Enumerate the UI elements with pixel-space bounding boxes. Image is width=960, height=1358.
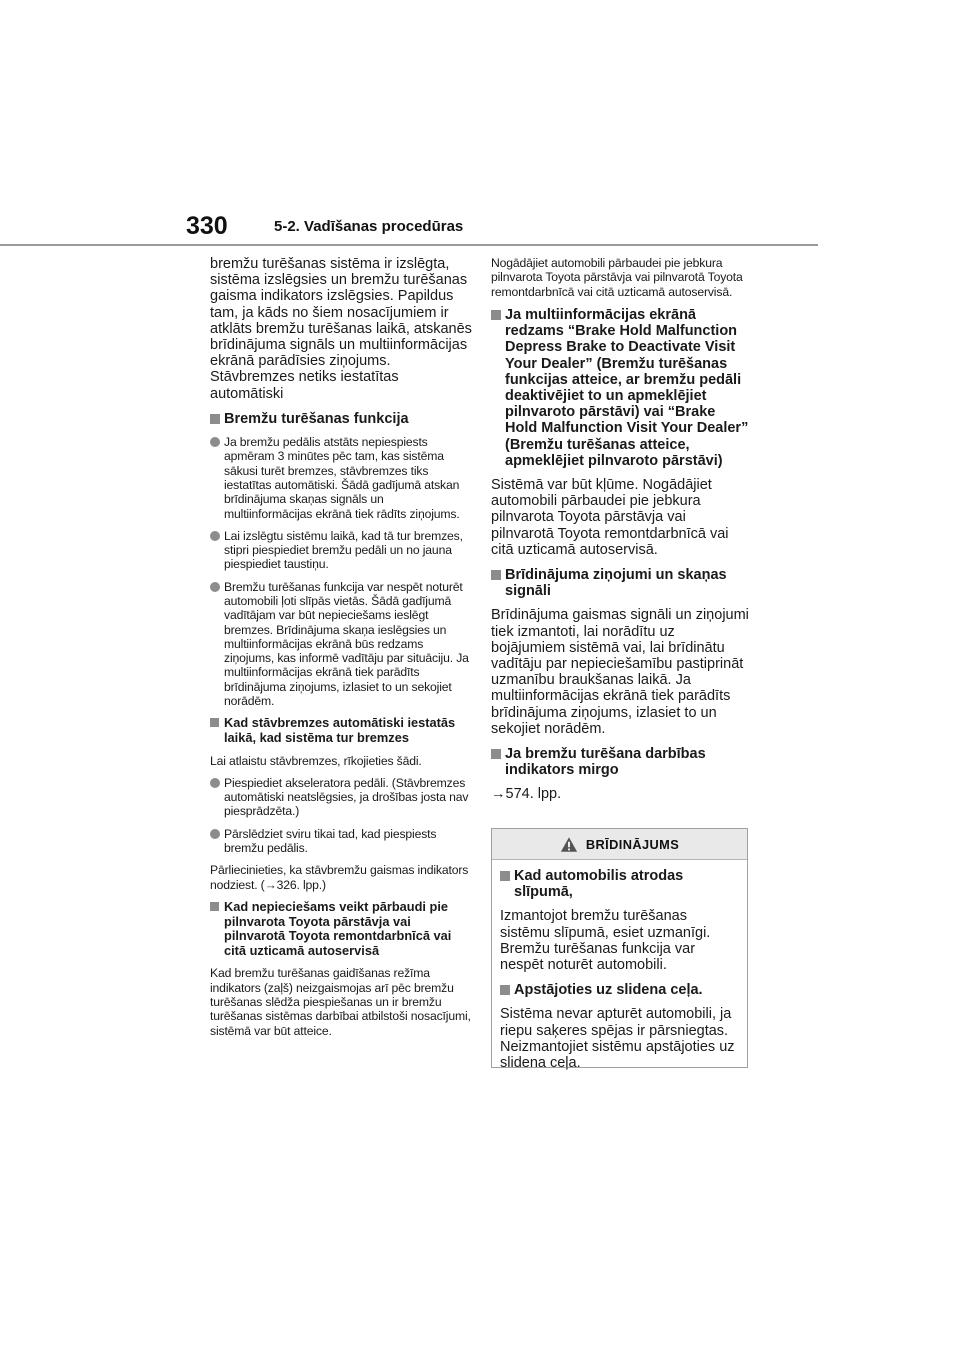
bullet-item	[210, 529, 472, 572]
header-rule	[0, 244, 818, 246]
heading-slippery-road	[500, 982, 739, 998]
bullet-text: Pārslēdziet sviru tikai tad, kad piespiests bremžu pedālis.	[224, 826, 437, 856]
bullet-item	[210, 827, 472, 856]
bullet-item	[210, 580, 472, 709]
section-title: 5-2. Vadīšanas procedūras	[274, 218, 464, 235]
heading-text: Apstājoties uz slidena ceļa.	[514, 982, 703, 999]
heading-indicator-blinks	[491, 746, 751, 778]
bullet-text: Bremžu turēšanas funkcija var nespēt noturēt automobili ļoti slīpās vietās. Šādā gadījumā vadītājam var būt nepieciešams ieslēgt bremzes. Brīdinājuma skaņa ieslēgsies un multiinformācijas ekrānā būs redzams ziņojums, kas informē vadītāju par situāciju. Ja multiinformācijas ekrānā tiek parādīts brīdinājuma ziņojums, izlasiet to un sekojiet norādēm.	[224, 579, 469, 709]
square-bullet-icon	[491, 570, 501, 580]
heading-text: Kad stāvbremzes automātiski iestatās laikā, kad sistēma tur bremzes	[224, 715, 456, 745]
heading-text: Ja multiinformācijas ekrānā redzams “Brake Hold Malfunction Depress Brake to Deactivate Visit Your Dealer” (Bremžu turēšanas funkcijas atteice, ar bremžu pedāli deaktivējiet to un apmeklējiet pilnvaroto pārstāvi) vai “Brake Hold Malfunction Visit Your Dealer” (Bremžu turēšanas atteice, apmeklējiet pilnvaroto pārstāvi)	[505, 306, 749, 469]
square-bullet-icon	[210, 718, 219, 727]
square-bullet-icon	[491, 310, 501, 320]
page-number: 330	[186, 212, 228, 240]
round-bullet-icon	[210, 531, 220, 541]
heading-on-slope	[500, 868, 739, 900]
round-bullet-icon	[210, 582, 220, 592]
heading-brake-hold-function	[210, 411, 472, 427]
bullet-text: Ja bremžu pedālis atstāts nepiespiests apmēram 3 minūtes pēc tam, kas sistēma sākusi turēt bremzes, stāvbremzes tiks iestatītas automātiski. Šādā gadījumā atskan brīdinājuma skaņas signāls un multiinformācijas ekrānā tiek rādīts ziņojums.	[224, 435, 460, 521]
round-bullet-icon	[210, 778, 220, 788]
round-bullet-icon	[210, 437, 220, 447]
heading-text: Kad automobilis atrodas slīpumā,	[514, 868, 684, 901]
paragraph: Sistēmā var būt kļūme. Nogādājiet automobili pārbaudei pie jebkura pilnvarota Toyota pārstāvja vai pilnvarotā Toyota remontdarbnīcā vai citā uzticamā autoservisā.	[491, 476, 729, 558]
warning-header	[492, 829, 747, 860]
paragraph: Lai atlaistu stāvbremzes, rīkojieties šādi.	[210, 753, 422, 768]
page-header	[0, 0, 960, 250]
square-bullet-icon	[500, 985, 510, 995]
bullet-item	[210, 776, 472, 819]
warning-title: BRĪDINĀJUMS	[585, 836, 680, 852]
warning-body	[492, 860, 747, 1071]
paragraph: Sistēma nevar apturēt automobili, ja riepu saķeres spējas ir pārsniegtas. Neizmantojiet sistēmu apstājoties uz slidena ceļa.	[500, 1006, 735, 1072]
paragraph-with-page-reference: Pārliecinieties, ka stāvbremžu gaismas indikators nodziest. (→326. lpp.)	[210, 863, 469, 892]
square-bullet-icon	[491, 749, 501, 759]
warning-triangle-icon	[560, 836, 578, 853]
intro-paragraph: bremžu turēšanas sistēma ir izslēgta, sistēma izslēgsies un bremžu turēšanas gaisma indikators izslēgsies. Papildus tam, ja kāds no šiem nosacījumiem ir atklāts bremžu turēšanas laikā, atskanēs brīdinājuma signāls un multiinformācijas ekrānā parādīsies ziņojums. Stāvbremzes netiks iestatītas automātiski	[210, 256, 472, 402]
warning-box	[491, 828, 748, 1072]
left-column	[210, 256, 472, 1046]
heading-text: Brīdinājuma ziņojumi un skaņas signāli	[505, 566, 727, 600]
square-bullet-icon	[500, 871, 510, 881]
heading-text: Kad nepieciešams veikt pārbaudi pie pilnvarota Toyota pārstāvja vai pilnvarotā Toyota remontdarbnīcā vai citā uzticamā autoservisā	[224, 898, 452, 958]
heading-text: Bremžu turēšanas funkcija	[224, 410, 409, 427]
heading-text: Ja bremžu turēšana darbības indikators mirgo	[505, 745, 706, 779]
page-reference: →574. lpp.	[491, 786, 562, 803]
bullet-text: Piespiediet akseleratora pedāli. (Stāvbremzes automātiski neatslēgsies, ja drošības josta nav piesprādzēta.)	[224, 775, 469, 819]
bullet-item	[210, 435, 472, 521]
heading-parking-brake-auto	[210, 716, 472, 745]
paragraph: Nogādājiet automobili pārbaudei pie jebkura pilnvarota Toyota pārstāvja vai pilnvarotā Toyota remontdarbnīcā vai citā uzticamā autoservisā.	[491, 256, 743, 299]
paragraph: Kad bremžu turēšanas gaidīšanas režīma indikators (zaļš) neizgaismojas arī pēc bremžu turēšanas slēdža piespiešanas un ir bremžu turēšanas sistēmas darbībai atbilstoši nosacījumi, sistēmā var būt atteice.	[210, 966, 471, 1038]
heading-warning-messages	[491, 567, 751, 599]
square-bullet-icon	[210, 902, 219, 911]
paragraph: Izmantojot bremžu turēšanas sistēmu slīpumā, esiet uzmanīgi. Bremžu turēšanas funkcija var nespēt noturēt automobili.	[500, 908, 711, 974]
square-bullet-icon	[210, 414, 220, 424]
heading-malfunction-message	[491, 307, 751, 469]
right-column	[491, 256, 751, 812]
paragraph: Brīdinājuma gaismas signāli un ziņojumi tiek izmantoti, lai norādītu uz bojājumiem sistēmā vai, lai brīdinātu vadītāju par nepieciešamību pastiprināt uzmanību braukšanas laikā. Ja multiinformācijas ekrānā tiek parādīts brīdinājuma ziņojums, izlasiet to un sekojiet norādēm.	[491, 607, 749, 737]
bullet-text: Lai izslēgtu sistēmu laikā, kad tā tur bremzes, stipri piespiediet bremžu pedāli un no jauna piespiediet taustiņu.	[224, 528, 463, 572]
round-bullet-icon	[210, 829, 220, 839]
heading-service-check	[210, 900, 472, 958]
